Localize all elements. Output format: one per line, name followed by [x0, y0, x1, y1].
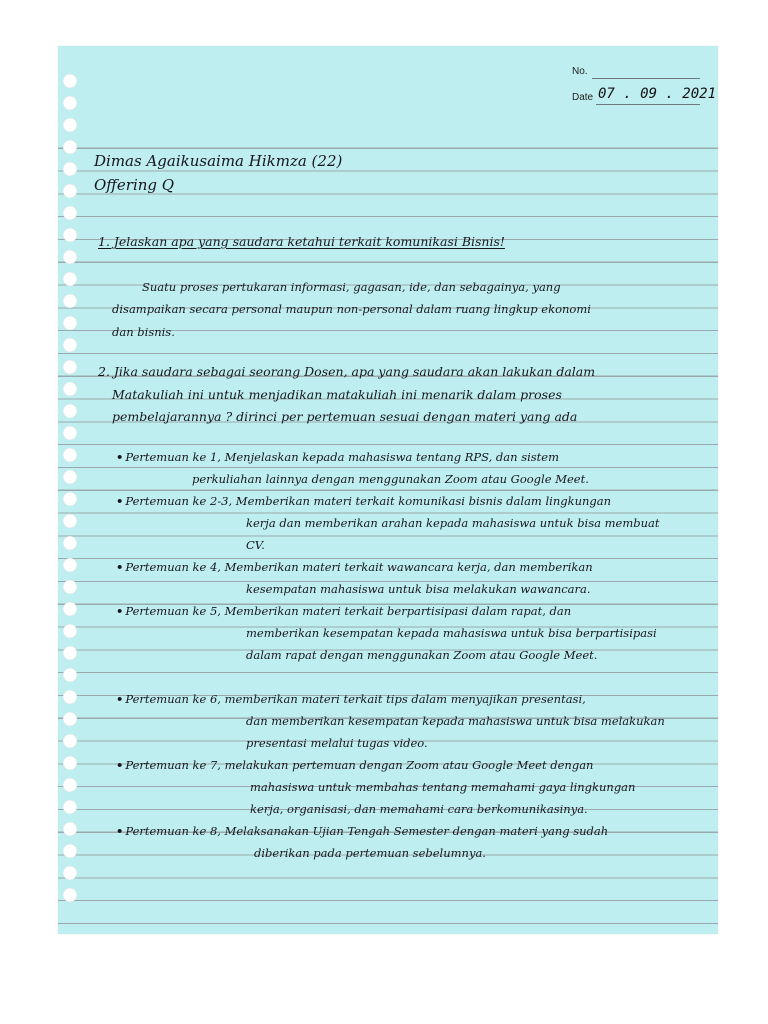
binder-hole: [63, 426, 77, 440]
meeting-text: Pertemuan ke 8, Melaksanakan Ujian Tengah Semester dengan materi yang sudah: [125, 824, 609, 838]
meeting-5-line: [116, 606, 571, 618]
answer-1-line: Suatu proses pertukaran informasi, gagasan, ide, dan sebagainya, yang: [142, 280, 561, 294]
meeting-2-line: [116, 496, 611, 508]
meeting-text: Pertemuan ke 5, Memberikan materi terkait berpartisipasi dalam rapat, dan: [125, 604, 572, 618]
question-2-line: 2. Jika saudara sebagai seorang Dosen, apa yang saudara akan lakukan dalam: [98, 364, 596, 379]
binder-hole: [63, 536, 77, 550]
answer-1-line: dan bisnis.: [112, 325, 175, 339]
meeting-5-line: dalam rapat dengan menggunakan Zoom atau Google Meet.: [246, 648, 598, 662]
binder-hole: [63, 492, 77, 506]
binder-hole: [63, 844, 77, 858]
question-2-line: Matakuliah ini untuk menjadikan matakuliah ini menarik dalam proses: [112, 387, 562, 402]
binder-hole: [63, 140, 77, 154]
meeting-2-line: CV.: [246, 538, 265, 552]
binder-hole: [63, 206, 77, 220]
binder-hole: [63, 514, 77, 528]
binder-hole: [63, 712, 77, 726]
binder-hole: [63, 338, 77, 352]
meeting-text: Pertemuan ke 2-3, Memberikan materi terkait komunikasi bisnis dalam lingkungan: [125, 494, 612, 508]
meeting-6-line: presentasi melalui tugas video.: [246, 736, 428, 750]
binder-hole: [63, 382, 77, 396]
question-2-line: pembelajarannya ? dirinci per pertemuan sesuai dengan materi yang ada: [112, 409, 578, 424]
date-label: Date: [572, 92, 594, 103]
meeting-6-line: dan memberikan kesempatan kepada mahasiswa untuk bisa melakukan: [246, 714, 665, 728]
binder-hole: [63, 866, 77, 880]
meeting-4-line: kesempatan mahasiswa untuk bisa melakukan wawancara.: [246, 582, 591, 596]
meeting-7-line: mahasiswa untuk membahas tentang memahami gaya lingkungan: [250, 780, 636, 794]
meeting-text: Pertemuan ke 1, Menjelaskan kepada mahasiswa tentang RPS, dan sistem: [125, 450, 560, 464]
binder-hole: [63, 756, 77, 770]
meeting-8-line: [116, 826, 608, 838]
binder-hole: [63, 162, 77, 176]
binder-hole: [63, 646, 77, 660]
meeting-7-line: [116, 760, 593, 772]
binder-hole: [63, 822, 77, 836]
student-name: Dimas Agaikusaima Hikmza (22): [94, 152, 343, 170]
meeting-text: Pertemuan ke 7, melakukan pertemuan dengan Zoom atau Google Meet dengan: [125, 758, 594, 772]
bullet: •: [116, 494, 124, 508]
offering-class: Offering Q: [94, 176, 175, 194]
binder-hole: [63, 668, 77, 682]
binder-hole: [63, 734, 77, 748]
question-1: 1. Jelaskan apa yang saudara ketahui terkait komunikasi Bisnis!: [98, 234, 505, 249]
binder-hole: [63, 96, 77, 110]
binder-hole: [63, 778, 77, 792]
no-line: [592, 78, 700, 79]
binder-hole: [63, 228, 77, 242]
meeting-2-line: kerja dan memberikan arahan kepada mahasiswa untuk bisa membuat: [246, 516, 660, 530]
binder-hole: [63, 580, 77, 594]
meeting-text: Pertemuan ke 6, memberikan materi terkait tips dalam menyajikan presentasi,: [125, 692, 586, 706]
binder-holes: [63, 74, 77, 934]
bullet: •: [116, 824, 124, 838]
binder-hole: [63, 448, 77, 462]
bullet: •: [116, 450, 124, 464]
binder-hole: [63, 470, 77, 484]
binder-hole: [63, 118, 77, 132]
meeting-5-line: memberikan kesempatan kepada mahasiswa untuk bisa berpartisipasi: [246, 626, 657, 640]
no-label: No.: [572, 66, 588, 77]
answer-1-line: disampaikan secara personal maupun non-personal dalam ruang lingkup ekonomi: [112, 302, 591, 316]
binder-hole: [63, 272, 77, 286]
meeting-7-line: kerja, organisasi, dan memahami cara berkomunikasinya.: [250, 802, 588, 816]
binder-hole: [63, 624, 77, 638]
binder-hole: [63, 800, 77, 814]
bullet: •: [116, 604, 124, 618]
meeting-text: Pertemuan ke 4, Memberikan materi terkait wawancara kerja, dan memberikan: [125, 560, 593, 574]
meeting-8-line: diberikan pada pertemuan sebelumnya.: [254, 846, 486, 860]
binder-hole: [63, 690, 77, 704]
binder-hole: [63, 404, 77, 418]
notebook-page: [58, 46, 718, 934]
bullet: •: [116, 758, 124, 772]
meeting-1-line: [116, 452, 559, 464]
binder-hole: [63, 184, 77, 198]
binder-hole: [63, 74, 77, 88]
binder-hole: [63, 294, 77, 308]
binder-hole: [63, 602, 77, 616]
date-value: 07 . 09 . 2021: [598, 86, 717, 102]
binder-hole: [63, 316, 77, 330]
binder-hole: [63, 250, 77, 264]
date-line: [596, 104, 700, 105]
meeting-1-line: perkuliahan lainnya dengan menggunakan Zoom atau Google Meet.: [192, 472, 589, 486]
bullet: •: [116, 692, 124, 706]
binder-hole: [63, 558, 77, 572]
binder-hole: [63, 360, 77, 374]
meeting-4-line: [116, 562, 593, 574]
binder-hole: [63, 888, 77, 902]
bullet: •: [116, 560, 124, 574]
meeting-6-line: [116, 694, 586, 706]
